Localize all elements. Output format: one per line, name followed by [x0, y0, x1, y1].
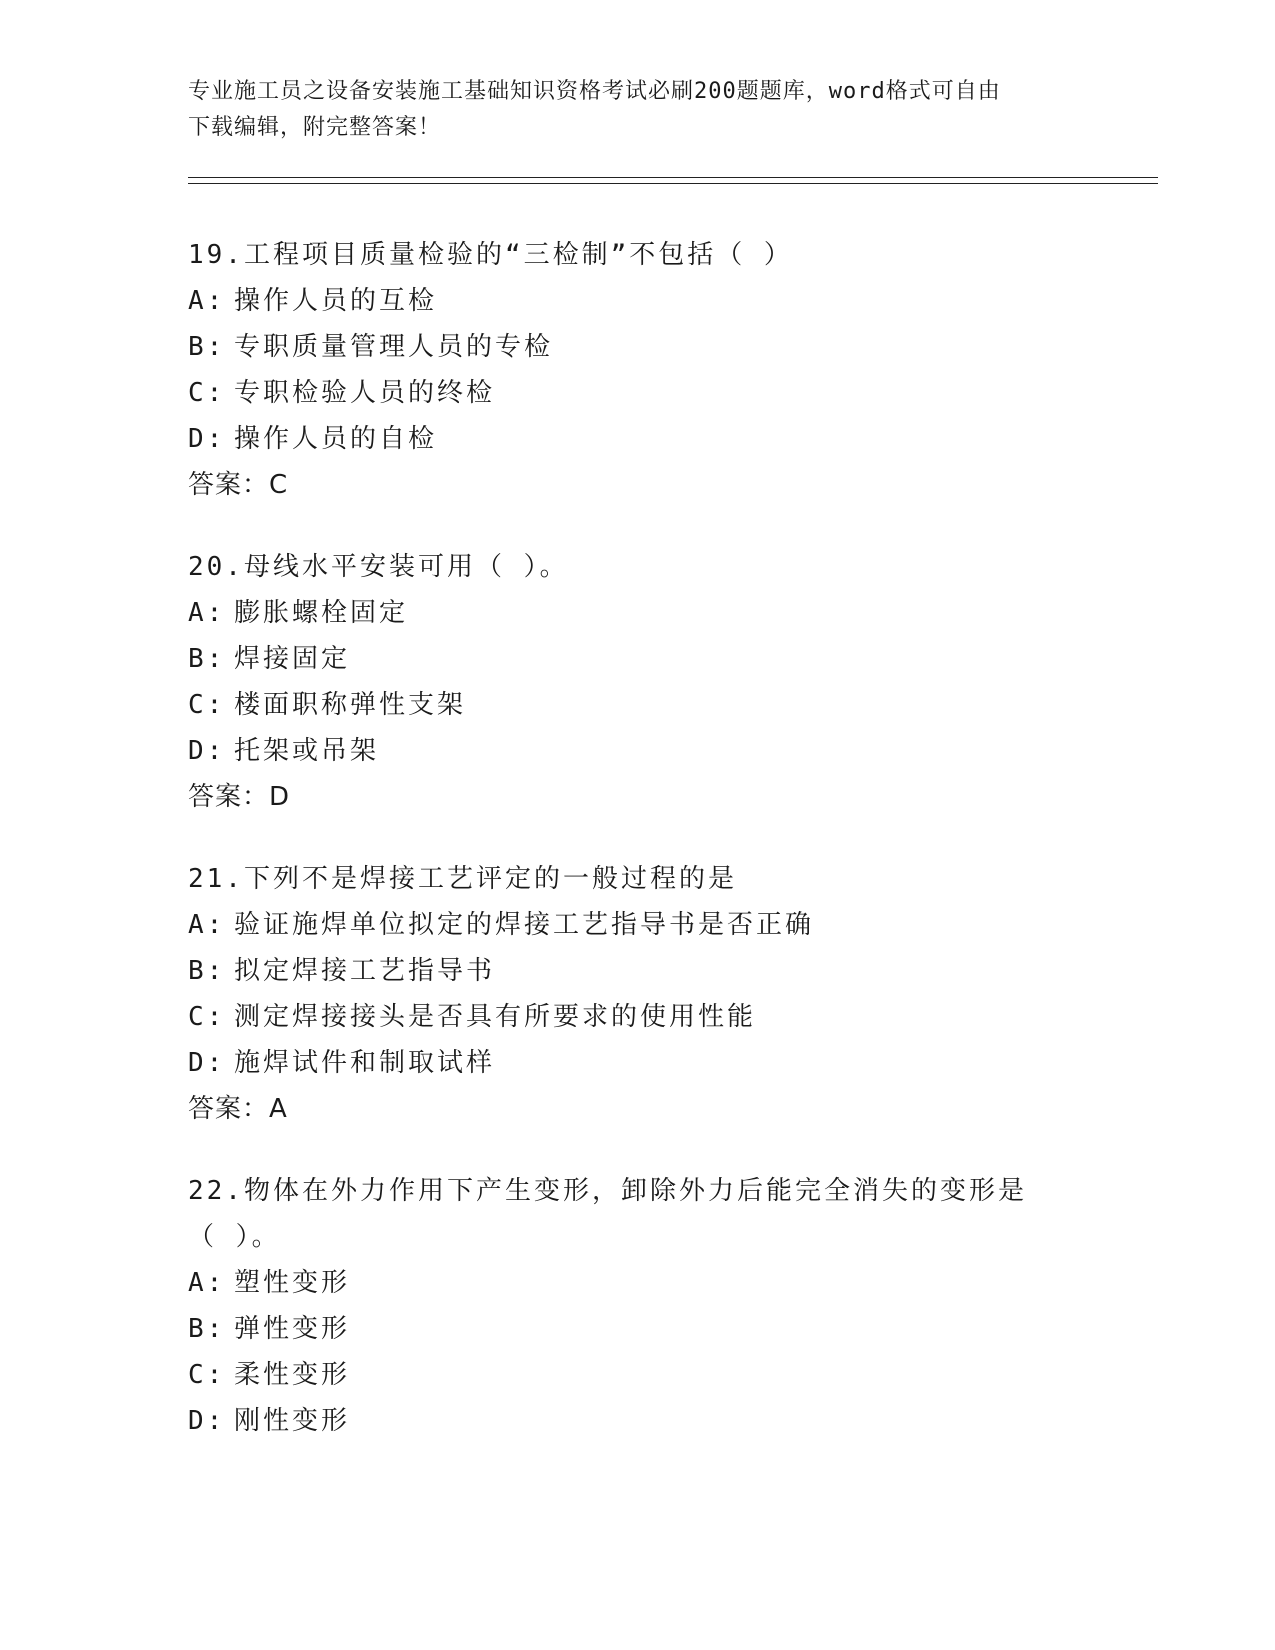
option-letter: A:: [188, 910, 226, 940]
option-c: [188, 994, 1088, 1040]
option-b: [188, 636, 1088, 682]
option-text: 柔性变形: [234, 1360, 351, 1390]
option-text: 焊接固定: [234, 644, 351, 674]
option-text: 托架或吊架: [234, 736, 380, 766]
option-letter: A:: [188, 598, 226, 628]
answer-line: 答案：C: [188, 470, 289, 500]
question-title: 19.工程项目质量检验的“三检制”不包括（ ）: [188, 240, 793, 270]
question-19: [188, 232, 1088, 508]
option-letter: C:: [188, 1002, 226, 1032]
option-text: 专职检验人员的终检: [234, 378, 496, 408]
question-20: [188, 544, 1088, 820]
header-divider-bottom: [188, 183, 1158, 184]
option-letter: B:: [188, 1314, 226, 1344]
option-letter: D:: [188, 424, 226, 454]
answer-line: 答案：A: [188, 1094, 288, 1124]
option-text: 施焊试件和制取试样: [234, 1048, 496, 1078]
option-d: [188, 1398, 1088, 1444]
option-letter: D:: [188, 736, 226, 766]
option-b: [188, 948, 1088, 994]
option-d: [188, 1040, 1088, 1086]
header-line-2: 下载编辑，附完整答案！: [188, 115, 442, 140]
answer-line: 答案：D: [188, 782, 291, 812]
question-list: [188, 232, 1088, 1480]
option-text: 拟定焊接工艺指导书: [234, 956, 496, 986]
option-letter: B:: [188, 956, 226, 986]
option-text: 验证施焊单位拟定的焊接工艺指导书是否正确: [234, 910, 815, 940]
option-letter: C:: [188, 378, 226, 408]
option-d: [188, 416, 1088, 462]
document-header: [188, 74, 1088, 146]
question-21: [188, 856, 1088, 1132]
option-text: 弹性变形: [234, 1314, 351, 1344]
option-text: 刚性变形: [234, 1406, 351, 1436]
option-a: [188, 278, 1088, 324]
option-text: 测定焊接接头是否具有所要求的使用性能: [234, 1002, 757, 1032]
option-c: [188, 1352, 1088, 1398]
option-letter: A:: [188, 286, 226, 316]
option-letter: C:: [188, 1360, 226, 1390]
option-text: 操作人员的自检: [234, 424, 438, 454]
option-letter: C:: [188, 690, 226, 720]
option-text: 专职质量管理人员的专检: [234, 332, 554, 362]
question-title: 20.母线水平安装可用（ ）。: [188, 552, 569, 582]
option-text: 塑性变形: [234, 1268, 351, 1298]
option-text: 楼面职称弹性支架: [234, 690, 467, 720]
option-letter: D:: [188, 1048, 226, 1078]
option-c: [188, 370, 1088, 416]
option-letter: D:: [188, 1406, 226, 1436]
option-a: [188, 1260, 1088, 1306]
header-divider-top: [188, 177, 1158, 178]
question-title: 21.下列不是焊接工艺评定的一般过程的是: [188, 864, 737, 894]
option-a: [188, 902, 1088, 948]
option-b: [188, 324, 1088, 370]
header-line-1: 专业施工员之设备安装施工基础知识资格考试必刷200题题库，word格式可自由: [188, 79, 1001, 104]
option-c: [188, 682, 1088, 728]
question-22: [188, 1168, 1088, 1444]
option-text: 膨胀螺栓固定: [234, 598, 409, 628]
option-letter: B:: [188, 644, 226, 674]
option-d: [188, 728, 1088, 774]
option-b: [188, 1306, 1088, 1352]
option-letter: B:: [188, 332, 226, 362]
option-text: 操作人员的互检: [234, 286, 438, 316]
option-a: [188, 590, 1088, 636]
question-title: 22.物体在外力作用下产生变形，卸除外力后能完全消失的变形是（ ）。: [188, 1176, 1027, 1252]
option-letter: A:: [188, 1268, 226, 1298]
